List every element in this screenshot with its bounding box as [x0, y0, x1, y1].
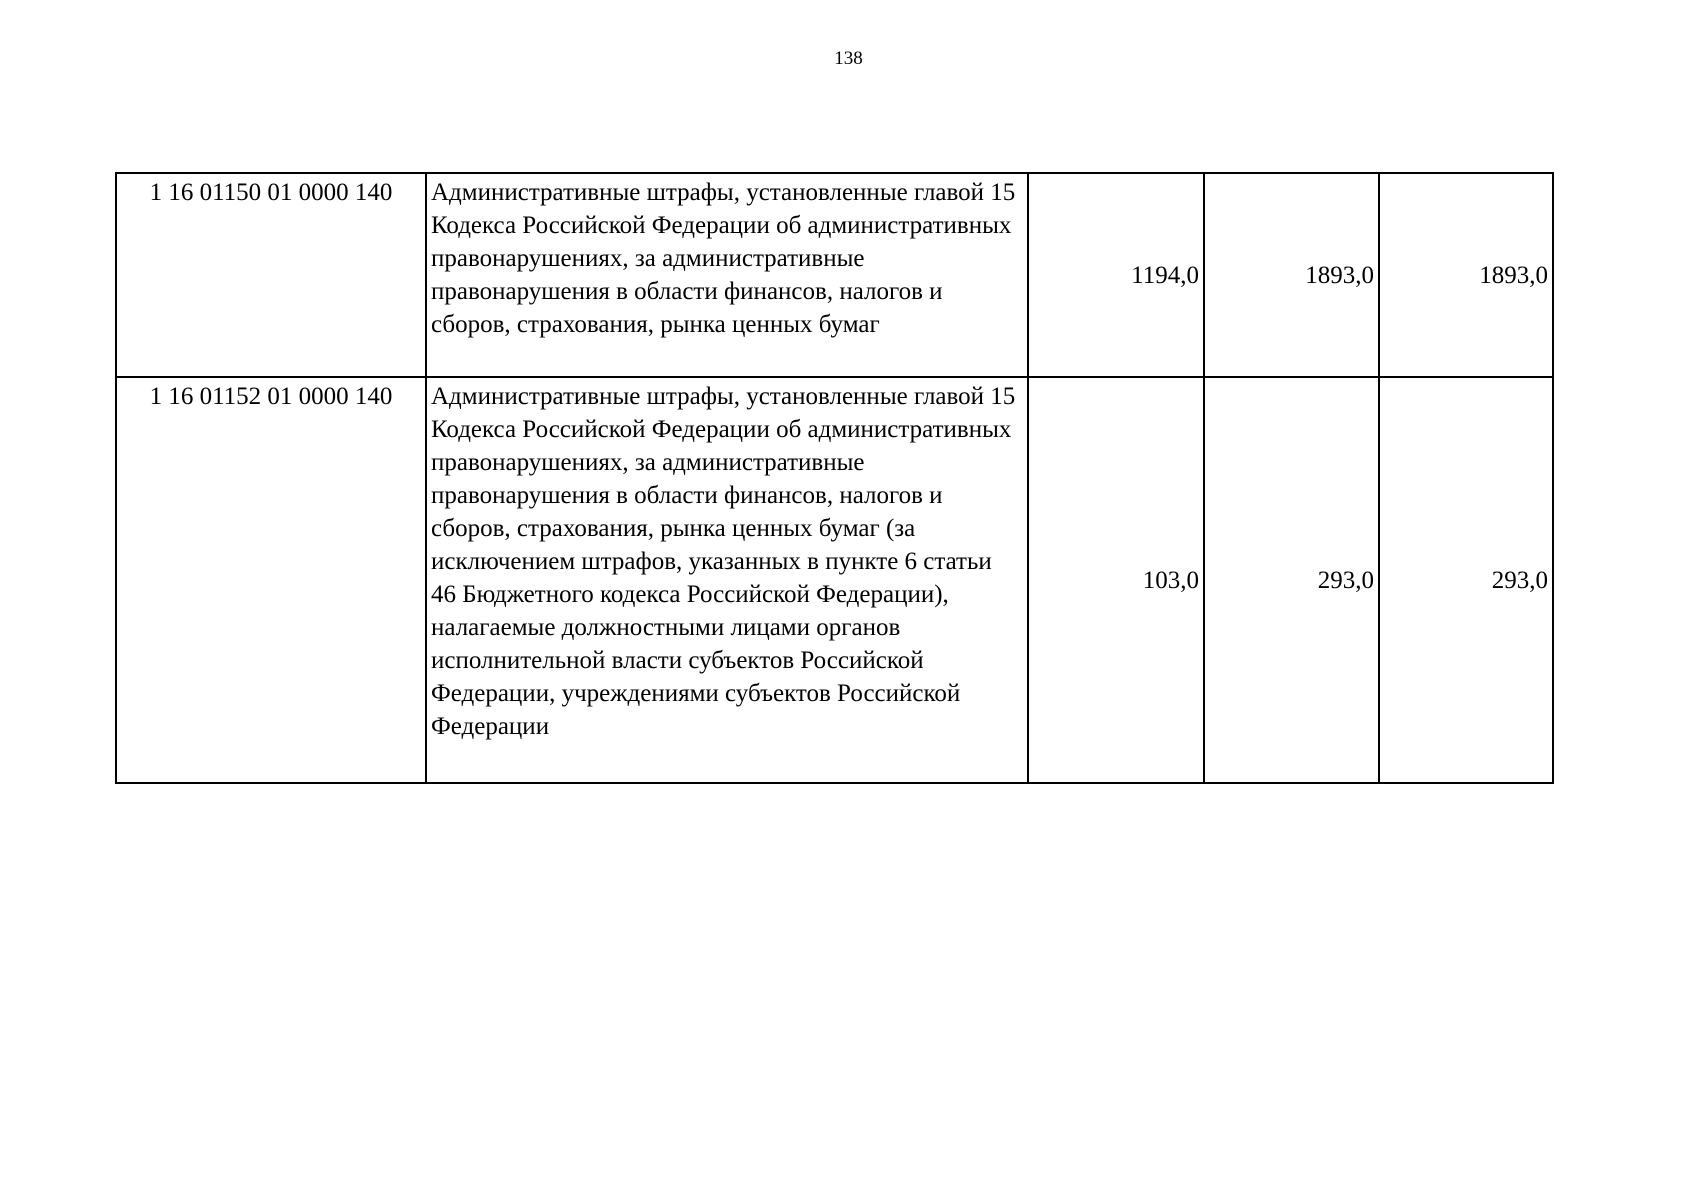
value-cell-year-1: 103,0 [1028, 377, 1204, 783]
table-row [116, 377, 1553, 783]
budget-code-cell: 1 16 01150 01 0000 140 [116, 173, 426, 377]
table-row [116, 173, 1553, 377]
value-cell-year-2: 293,0 [1204, 377, 1379, 783]
budget-table [115, 172, 1554, 784]
value-cell-year-3: 293,0 [1379, 377, 1553, 783]
description-cell: Административные штрафы, установленные главой 15 Кодекса Российской Федерации об административных правонарушениях, за административные правонарушения в области финансов, налогов и сборов, страхования, рынка ценных бумаг [426, 173, 1028, 377]
value-cell-year-3: 1893,0 [1379, 173, 1553, 377]
value-cell-year-1: 1194,0 [1028, 173, 1204, 377]
value-cell-year-2: 1893,0 [1204, 173, 1379, 377]
budget-code-cell: 1 16 01152 01 0000 140 [116, 377, 426, 783]
description-cell: Административные штрафы, установленные главой 15 Кодекса Российской Федерации об административных правонарушениях, за административные правонарушения в области финансов, налогов и сборов, страхования, рынка ценных бумаг (за исключением штрафов, указанных в пункте 6 статьи 46 Бюджетного кодекса Российской Федерации), налагаемые должностными лицами органов исполнительной власти субъектов Российской Федерации, учреждениями субъектов Российской Федерации [426, 377, 1028, 783]
page-number: 138 [834, 48, 863, 69]
